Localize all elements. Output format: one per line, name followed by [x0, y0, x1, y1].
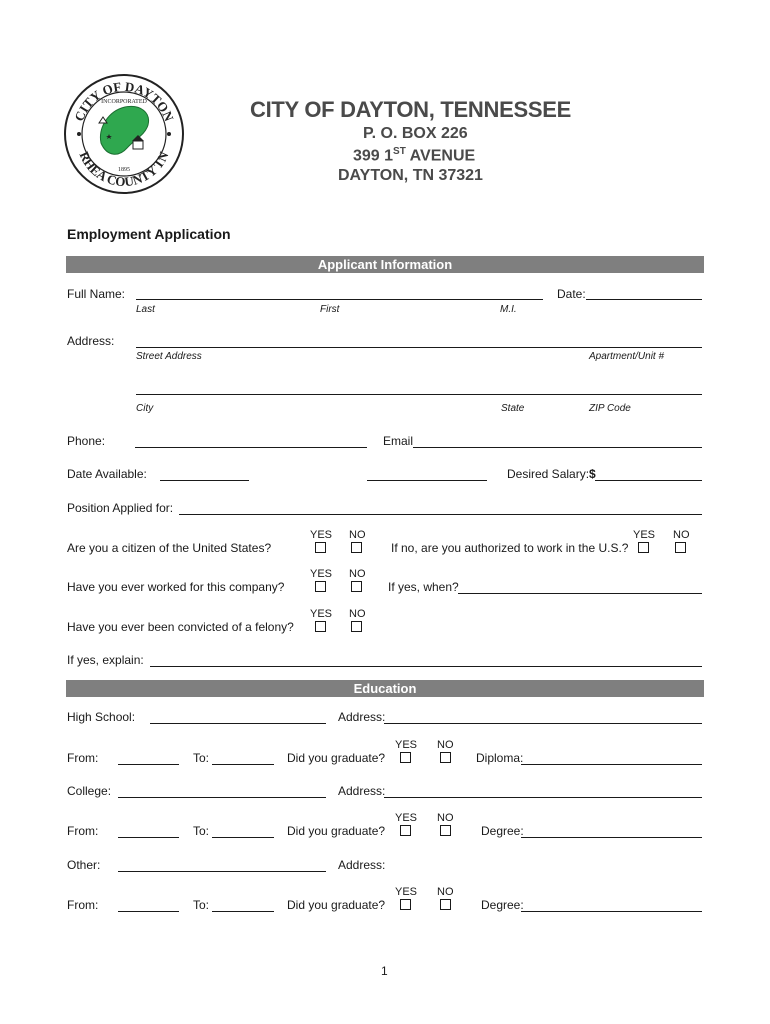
when-label: If yes, when?	[388, 580, 459, 594]
hs-to-label: To:	[193, 751, 210, 765]
position-label: Position Applied for:	[67, 501, 174, 515]
form-title: Employment Application	[67, 226, 231, 242]
other-label: Other:	[67, 858, 101, 872]
authorized-no-label: NO	[673, 529, 690, 541]
street-name: AVENUE	[405, 147, 476, 165]
seal-year: 1895	[118, 167, 130, 173]
college-yes-label: YES	[395, 812, 418, 824]
desired-salary-label	[507, 467, 596, 481]
authorized-question: If no, are you authorized to work in the U.S.?	[391, 541, 629, 555]
city-state-zip-field[interactable]	[136, 394, 702, 395]
other-yes-checkbox[interactable]	[400, 899, 411, 910]
college-to-label: To:	[193, 824, 210, 838]
state-hint: State	[501, 403, 525, 414]
address-label: Address:	[67, 334, 115, 348]
hs-graduate-question: Did you graduate?	[287, 751, 386, 765]
authorized-no-checkbox[interactable]	[675, 542, 686, 553]
hs-no-checkbox[interactable]	[440, 752, 451, 763]
desired-salary-text: Desired Salary:	[507, 467, 590, 481]
email-field[interactable]	[413, 447, 702, 448]
felony-question: Have you ever been convicted of a felony?	[67, 620, 294, 634]
worked-no-label: NO	[349, 568, 366, 580]
citizen-yes-checkbox[interactable]	[315, 542, 326, 553]
worked-yes-label: YES	[310, 568, 333, 580]
street-number: 399 1	[353, 147, 394, 165]
explain-label: If yes, explain:	[67, 653, 144, 667]
other-from-label: From:	[67, 898, 99, 912]
diploma-label: Diploma:	[476, 751, 524, 765]
other-from-field[interactable]	[118, 911, 179, 912]
high-school-label: High School:	[67, 710, 136, 724]
college-no-label: NO	[437, 812, 454, 824]
street-ordinal: ST	[393, 146, 406, 157]
apt-hint: Apartment/Unit #	[589, 351, 665, 362]
street-hint: Street Address	[136, 351, 202, 362]
dollar-sign: $	[589, 467, 596, 481]
date-label: Date:	[557, 287, 586, 301]
college-to-field[interactable]	[212, 837, 274, 838]
college-label: College:	[67, 784, 112, 798]
other-degree-field[interactable]	[521, 911, 702, 912]
authorized-yes-label: YES	[633, 529, 656, 541]
high-school-field[interactable]	[150, 723, 326, 724]
hs-yes-checkbox[interactable]	[400, 752, 411, 763]
zip-hint: ZIP Code	[589, 403, 631, 414]
college-graduate-question: Did you graduate?	[287, 824, 386, 838]
email-label: Email	[383, 434, 414, 448]
seal-incorporated: INCORPORATED	[101, 99, 147, 105]
college-from-field[interactable]	[118, 837, 179, 838]
other-no-checkbox[interactable]	[440, 899, 451, 910]
authorized-yes-checkbox[interactable]	[638, 542, 649, 553]
other-address-label: Address:	[338, 858, 386, 872]
street-address	[353, 146, 475, 165]
explain-field[interactable]	[150, 666, 702, 667]
college-yes-checkbox[interactable]	[400, 825, 411, 836]
blank-field[interactable]	[367, 480, 487, 481]
worked-yes-checkbox[interactable]	[315, 581, 326, 592]
city-hint: City	[136, 403, 154, 414]
felony-no-checkbox[interactable]	[351, 621, 362, 632]
section-education: Education	[66, 680, 704, 697]
worked-no-checkbox[interactable]	[351, 581, 362, 592]
page-title: CITY OF DAYTON, TENNESSEE	[250, 97, 571, 122]
diploma-field[interactable]	[521, 764, 702, 765]
college-address-field[interactable]	[384, 797, 702, 798]
citizen-yes-label: YES	[310, 529, 333, 541]
felony-yes-checkbox[interactable]	[315, 621, 326, 632]
seal-bottom-text: RHEA COUNTY TN	[76, 149, 172, 190]
college-no-checkbox[interactable]	[440, 825, 451, 836]
date-available-label: Date Available:	[67, 467, 147, 481]
hs-no-label: NO	[437, 739, 454, 751]
felony-yes-label: YES	[310, 608, 333, 620]
seal-top-text: CITY OF DAYTON	[71, 78, 177, 124]
section-applicant-information: Applicant Information	[66, 256, 704, 273]
other-field[interactable]	[118, 871, 326, 872]
position-field[interactable]	[179, 514, 702, 515]
phone-field[interactable]	[135, 447, 367, 448]
city-line: DAYTON, TN 37321	[338, 167, 483, 184]
full-name-field[interactable]	[136, 299, 543, 300]
other-degree-label: Degree:	[481, 898, 524, 912]
phone-label: Phone:	[67, 434, 106, 448]
other-to-field[interactable]	[212, 911, 274, 912]
citizen-no-checkbox[interactable]	[351, 542, 362, 553]
last-hint: Last	[136, 304, 155, 315]
street-address-field[interactable]	[136, 347, 702, 348]
other-no-label: NO	[437, 886, 454, 898]
citizen-no-label: NO	[349, 529, 366, 541]
other-to-label: To:	[193, 898, 210, 912]
date-available-field[interactable]	[160, 480, 249, 481]
po-box: P. O. BOX 226	[363, 125, 468, 142]
high-school-address-field[interactable]	[384, 723, 702, 724]
college-degree-label: Degree:	[481, 824, 524, 838]
hs-from-field[interactable]	[118, 764, 179, 765]
date-field[interactable]	[586, 299, 702, 300]
college-degree-field[interactable]	[521, 837, 702, 838]
when-field[interactable]	[458, 593, 702, 594]
worked-question: Have you ever worked for this company?	[67, 580, 285, 594]
other-graduate-question: Did you graduate?	[287, 898, 386, 912]
college-field[interactable]	[118, 797, 326, 798]
other-yes-label: YES	[395, 886, 418, 898]
page-number: 1	[381, 964, 388, 978]
felony-no-label: NO	[349, 608, 366, 620]
mi-hint: M.I.	[500, 304, 517, 315]
city-seal-logo	[63, 73, 185, 195]
high-school-address-label: Address:	[338, 710, 386, 724]
desired-salary-field[interactable]	[595, 480, 702, 481]
citizen-question: Are you a citizen of the United States?	[67, 541, 272, 555]
college-from-label: From:	[67, 824, 99, 838]
college-address-label: Address:	[338, 784, 386, 798]
hs-yes-label: YES	[395, 739, 418, 751]
hs-from-label: From:	[67, 751, 99, 765]
first-hint: First	[320, 304, 340, 315]
hs-to-field[interactable]	[212, 764, 274, 765]
full-name-label: Full Name:	[67, 287, 126, 301]
